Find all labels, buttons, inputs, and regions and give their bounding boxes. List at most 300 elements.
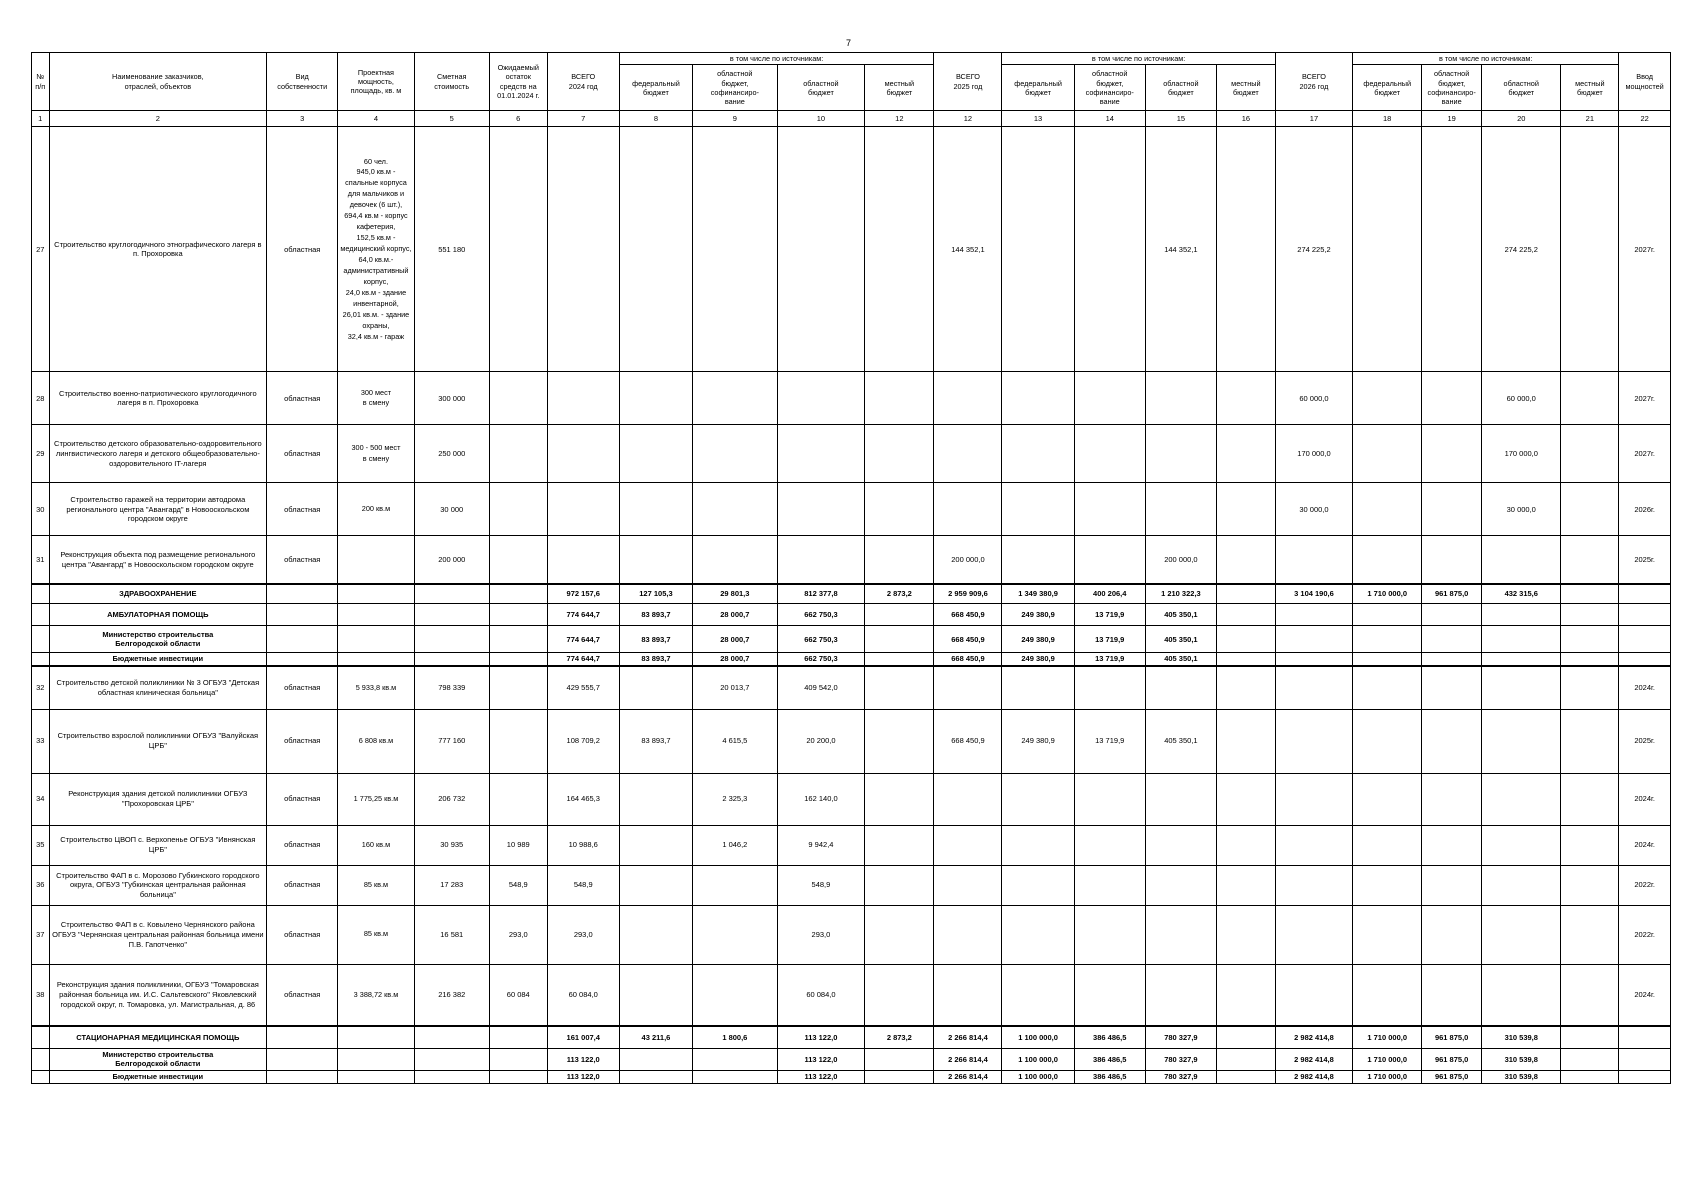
- cell-regional-2024: 113 122,0: [777, 1071, 865, 1084]
- cell-commission-year: 2025г.: [1619, 709, 1671, 773]
- cell-total-2024: 774 644,7: [547, 604, 619, 626]
- cell-commission-year: 2024г.: [1619, 825, 1671, 865]
- cell-capacity: 3 388,72 кв.м: [338, 964, 414, 1026]
- cell-federal-2026: [1353, 773, 1422, 825]
- cell-total-2025: 2 266 814,4: [934, 1071, 1002, 1084]
- cell-local-2025: [1216, 127, 1275, 372]
- cell-remainder: [489, 666, 547, 709]
- cell-regional-2025: [1145, 773, 1216, 825]
- header-regional-2024: областной бюджет: [777, 65, 865, 111]
- cell-capacity: 6 808 кв.м: [338, 709, 414, 773]
- cell-federal-2025: 249 380,9: [1002, 626, 1074, 653]
- cell-commission-year: 2022г.: [1619, 865, 1671, 905]
- cell-federal-2026: [1353, 825, 1422, 865]
- cell-remainder: 10 989: [489, 825, 547, 865]
- cell-ownership: [267, 1048, 338, 1071]
- cell-total-2026: 30 000,0: [1275, 483, 1352, 536]
- cell-regional-2025: 780 327,9: [1145, 1026, 1216, 1048]
- cell-commission-year: 2025г.: [1619, 536, 1671, 584]
- cell-ownership: [267, 1071, 338, 1084]
- cell-regional-2024: [777, 536, 865, 584]
- cell-regional-2025: 780 327,9: [1145, 1048, 1216, 1071]
- cell-federal-2024: [619, 425, 692, 483]
- cell-federal-2026: [1353, 483, 1422, 536]
- cell-commission-year: 2027г.: [1619, 425, 1671, 483]
- summary-row: [32, 653, 1671, 666]
- cell-num: [32, 626, 50, 653]
- cell-regional-2026: 60 000,0: [1482, 372, 1561, 425]
- cell-regional-2026: [1482, 653, 1561, 666]
- cell-estimate: 300 000: [414, 372, 489, 425]
- cell-estimate: [414, 584, 489, 604]
- column-number: 16: [1216, 111, 1275, 127]
- cell-capacity: 60 чел. 945,0 кв.м - спальные корпуса для мальчиков и девочек (6 шт.), 694,4 кв.м - корпус кафетерия, 152,5 кв.м - медицинский корпус, 64,0 кв.м.- административный корпус, 24,0 кв.м - здание инвентарной, 26,01 кв.м. - здание охраны, 32,4 кв.м - гараж: [338, 127, 414, 372]
- cell-local-2024: [865, 773, 934, 825]
- cell-local-2025: [1216, 905, 1275, 964]
- cell-local-2025: [1216, 584, 1275, 604]
- cell-commission-year: 2022г.: [1619, 905, 1671, 964]
- table-row: [32, 905, 1671, 964]
- cell-federal-2025: 249 380,9: [1002, 604, 1074, 626]
- cell-cofin-2025: [1074, 425, 1145, 483]
- cell-total-2024: 774 644,7: [547, 626, 619, 653]
- cell-remainder: 548,9: [489, 865, 547, 905]
- cell-regional-2025: 405 350,1: [1145, 653, 1216, 666]
- cell-num: 35: [32, 825, 50, 865]
- cell-capacity: 200 кв.м: [338, 483, 414, 536]
- column-number: 19: [1422, 111, 1482, 127]
- cell-cofin-2026: 961 875,0: [1422, 1048, 1482, 1071]
- cell-name: Строительство круглогодичного этнографического лагеря в п. Прохоровка: [49, 127, 267, 372]
- cell-local-2025: [1216, 604, 1275, 626]
- cell-regional-2024: [777, 372, 865, 425]
- cell-ownership: [267, 626, 338, 653]
- cell-federal-2025: 249 380,9: [1002, 653, 1074, 666]
- cell-cofin-2024: [693, 1048, 778, 1071]
- cell-name: Реконструкция здания поликлиники, ОГБУЗ "Томаровская районная больница им. И.С. Сальтевского" Яковлевский городской округ, п. Томаровка, ул. Магистральная, д. 86: [49, 964, 267, 1026]
- cell-name: Строительство детской поликлиники № 3 ОГБУЗ "Детская областная клиническая больница": [49, 666, 267, 709]
- cell-ownership: [267, 604, 338, 626]
- column-number: 5: [414, 111, 489, 127]
- table-row: [32, 666, 1671, 709]
- cell-estimate: 30 935: [414, 825, 489, 865]
- cell-regional-2026: [1482, 626, 1561, 653]
- cell-cofin-2026: [1422, 483, 1482, 536]
- cell-cofin-2026: [1422, 626, 1482, 653]
- cell-local-2026: [1561, 666, 1619, 709]
- cell-cofin-2024: 2 325,3: [693, 773, 778, 825]
- cell-commission-year: [1619, 1026, 1671, 1048]
- cell-regional-2025: 1 210 322,3: [1145, 584, 1216, 604]
- cell-total-2026: [1275, 709, 1352, 773]
- column-number: 9: [693, 111, 778, 127]
- cell-total-2025: 2 266 814,4: [934, 1048, 1002, 1071]
- cell-cofin-2026: 961 875,0: [1422, 1026, 1482, 1048]
- cell-total-2025: [934, 865, 1002, 905]
- cell-local-2024: [865, 127, 934, 372]
- page-number: 7: [845, 38, 851, 48]
- cell-local-2026: [1561, 372, 1619, 425]
- cell-estimate: 216 382: [414, 964, 489, 1026]
- cell-regional-2025: [1145, 425, 1216, 483]
- cell-estimate: [414, 653, 489, 666]
- cell-ownership: [267, 584, 338, 604]
- cell-estimate: [414, 604, 489, 626]
- cell-remainder: [489, 1071, 547, 1084]
- cell-federal-2024: 127 105,3: [619, 584, 692, 604]
- header-sources-2024: в том числе по источникам:: [619, 53, 934, 65]
- investment-table: [31, 52, 1671, 1084]
- cell-local-2026: [1561, 584, 1619, 604]
- cell-total-2026: [1275, 626, 1352, 653]
- cell-local-2024: [865, 905, 934, 964]
- cell-total-2025: [934, 825, 1002, 865]
- cell-federal-2026: 1 710 000,0: [1353, 584, 1422, 604]
- cell-capacity: [338, 584, 414, 604]
- cell-cofin-2026: [1422, 964, 1482, 1026]
- cell-federal-2024: [619, 964, 692, 1026]
- cell-commission-year: 2026г.: [1619, 483, 1671, 536]
- header-total-2024: ВСЕГО 2024 год: [547, 53, 619, 111]
- cell-total-2026: 2 982 414,8: [1275, 1071, 1352, 1084]
- table-row: [32, 709, 1671, 773]
- cell-federal-2024: [619, 536, 692, 584]
- column-number-row: [32, 111, 1671, 127]
- cell-cofin-2026: [1422, 127, 1482, 372]
- cell-local-2026: [1561, 127, 1619, 372]
- cell-name: Строительство гаражей на территории автодрома регионального центра "Авангард" в Новооскольском городском округе: [49, 483, 267, 536]
- cell-ownership: областная: [267, 372, 338, 425]
- cell-cofin-2025: 386 486,5: [1074, 1026, 1145, 1048]
- cell-federal-2024: [619, 905, 692, 964]
- cell-federal-2024: [619, 372, 692, 425]
- cell-name: Строительство ФАП в с. Ковылено Чернянского района ОГБУЗ "Чернянская центральная районная больница имени П.В. Гапотченко": [49, 905, 267, 964]
- cell-remainder: [489, 604, 547, 626]
- cell-name: Строительство ЦВОП с. Верхопенье ОГБУЗ "Ивнянская ЦРБ": [49, 825, 267, 865]
- cell-federal-2025: [1002, 127, 1074, 372]
- cell-regional-2025: 405 350,1: [1145, 604, 1216, 626]
- cell-regional-2024: 548,9: [777, 865, 865, 905]
- cell-name: Строительство взрослой поликлиники ОГБУЗ "Валуйская ЦРБ": [49, 709, 267, 773]
- cell-name: Бюджетные инвестиции: [49, 653, 267, 666]
- header-federal-2024: федеральный бюджет: [619, 65, 692, 111]
- header-regional-2025: областной бюджет: [1145, 65, 1216, 111]
- cell-regional-2025: [1145, 964, 1216, 1026]
- cell-cofin-2026: 961 875,0: [1422, 584, 1482, 604]
- cell-total-2025: [934, 483, 1002, 536]
- cell-cofin-2026: [1422, 865, 1482, 905]
- cell-regional-2024: 113 122,0: [777, 1048, 865, 1071]
- cell-num: 34: [32, 773, 50, 825]
- cell-local-2025: [1216, 626, 1275, 653]
- cell-regional-2026: [1482, 825, 1561, 865]
- cell-num: 29: [32, 425, 50, 483]
- cell-cofin-2025: [1074, 964, 1145, 1026]
- cell-total-2025: [934, 964, 1002, 1026]
- cell-remainder: [489, 626, 547, 653]
- cell-cofin-2026: 961 875,0: [1422, 1071, 1482, 1084]
- cell-capacity: [338, 604, 414, 626]
- cell-capacity: [338, 653, 414, 666]
- cell-cofin-2025: [1074, 666, 1145, 709]
- header-federal-2026: федеральный бюджет: [1353, 65, 1422, 111]
- header-remainder: Ожидаемый остаток средств на 01.01.2024 г.: [489, 53, 547, 111]
- cell-regional-2026: 432 315,6: [1482, 584, 1561, 604]
- cell-local-2026: [1561, 1026, 1619, 1048]
- column-number: 13: [1002, 111, 1074, 127]
- column-number: 12: [865, 111, 934, 127]
- cell-total-2024: 429 555,7: [547, 666, 619, 709]
- cell-ownership: областная: [267, 127, 338, 372]
- cell-federal-2025: 1 100 000,0: [1002, 1071, 1074, 1084]
- cell-local-2025: [1216, 709, 1275, 773]
- cell-federal-2026: 1 710 000,0: [1353, 1048, 1422, 1071]
- cell-local-2026: [1561, 425, 1619, 483]
- cell-commission-year: [1619, 584, 1671, 604]
- cell-federal-2025: [1002, 483, 1074, 536]
- header-commission: Ввод мощностей: [1619, 53, 1671, 111]
- cell-total-2025: 668 450,9: [934, 709, 1002, 773]
- cell-name: Министерство строительства Белгородской области: [49, 1048, 267, 1071]
- cell-local-2026: [1561, 964, 1619, 1026]
- cell-cofin-2024: 28 000,7: [693, 604, 778, 626]
- cell-regional-2025: [1145, 865, 1216, 905]
- cell-num: [32, 584, 50, 604]
- cell-regional-2025: [1145, 825, 1216, 865]
- cell-name: Строительство ФАП в с. Морозово Губкинского городского округа, ОГБУЗ "Губкинская центральная районная больница": [49, 865, 267, 905]
- cell-commission-year: [1619, 1071, 1671, 1084]
- cell-regional-2026: 310 539,8: [1482, 1048, 1561, 1071]
- cell-regional-2026: 170 000,0: [1482, 425, 1561, 483]
- header-local-2026: местный бюджет: [1561, 65, 1619, 111]
- cell-federal-2024: [619, 483, 692, 536]
- column-number: 18: [1353, 111, 1422, 127]
- cell-total-2025: [934, 905, 1002, 964]
- cell-total-2025: 668 450,9: [934, 604, 1002, 626]
- cell-commission-year: [1619, 1048, 1671, 1071]
- cell-commission-year: 2024г.: [1619, 666, 1671, 709]
- column-number: 15: [1145, 111, 1216, 127]
- cell-total-2026: [1275, 653, 1352, 666]
- cell-cofin-2025: 386 486,5: [1074, 1071, 1145, 1084]
- cell-num: 28: [32, 372, 50, 425]
- table-row: [32, 127, 1671, 372]
- cell-total-2024: 113 122,0: [547, 1048, 619, 1071]
- cell-federal-2024: [619, 865, 692, 905]
- cell-federal-2026: 1 710 000,0: [1353, 1071, 1422, 1084]
- cell-local-2025: [1216, 1071, 1275, 1084]
- cell-local-2024: [865, 626, 934, 653]
- cell-local-2024: [865, 709, 934, 773]
- cell-regional-2024: 20 200,0: [777, 709, 865, 773]
- cell-remainder: [489, 709, 547, 773]
- cell-remainder: [489, 536, 547, 584]
- cell-regional-2025: [1145, 372, 1216, 425]
- cell-local-2024: [865, 964, 934, 1026]
- cell-commission-year: [1619, 626, 1671, 653]
- cell-federal-2025: [1002, 666, 1074, 709]
- cell-total-2025: [934, 425, 1002, 483]
- column-number: 2: [49, 111, 267, 127]
- cell-total-2024: 113 122,0: [547, 1071, 619, 1084]
- cell-capacity: 5 933,8 кв.м: [338, 666, 414, 709]
- cell-regional-2024: 9 942,4: [777, 825, 865, 865]
- cell-federal-2025: [1002, 865, 1074, 905]
- cell-total-2024: 972 157,6: [547, 584, 619, 604]
- cell-total-2025: [934, 372, 1002, 425]
- cell-commission-year: [1619, 653, 1671, 666]
- column-number: 17: [1275, 111, 1352, 127]
- cell-regional-2024: 812 377,8: [777, 584, 865, 604]
- cell-capacity: 300 - 500 мест в смену: [338, 425, 414, 483]
- cell-capacity: [338, 1071, 414, 1084]
- cell-total-2024: 108 709,2: [547, 709, 619, 773]
- cell-regional-2026: [1482, 536, 1561, 584]
- cell-cofin-2024: [693, 1071, 778, 1084]
- cell-cofin-2024: 28 000,7: [693, 653, 778, 666]
- cell-total-2025: [934, 666, 1002, 709]
- cell-cofin-2025: 13 719,9: [1074, 604, 1145, 626]
- cell-federal-2024: 83 893,7: [619, 604, 692, 626]
- summary-row: [32, 584, 1671, 604]
- cell-local-2024: [865, 536, 934, 584]
- cell-cofin-2024: 1 800,6: [693, 1026, 778, 1048]
- cell-federal-2025: 1 349 380,9: [1002, 584, 1074, 604]
- cell-total-2026: 2 982 414,8: [1275, 1048, 1352, 1071]
- header-federal-2025: федеральный бюджет: [1002, 65, 1074, 111]
- cell-estimate: 30 000: [414, 483, 489, 536]
- cell-regional-2024: 662 750,3: [777, 626, 865, 653]
- cell-local-2024: 2 873,2: [865, 584, 934, 604]
- cell-federal-2026: [1353, 127, 1422, 372]
- cell-total-2024: [547, 425, 619, 483]
- cell-total-2024: [547, 372, 619, 425]
- cell-estimate: 200 000: [414, 536, 489, 584]
- cell-cofin-2026: [1422, 773, 1482, 825]
- cell-total-2025: 668 450,9: [934, 626, 1002, 653]
- cell-total-2025: [934, 773, 1002, 825]
- cell-federal-2024: [619, 825, 692, 865]
- cell-cofin-2025: [1074, 773, 1145, 825]
- cell-regional-2026: [1482, 964, 1561, 1026]
- cell-federal-2026: [1353, 905, 1422, 964]
- cell-local-2025: [1216, 1026, 1275, 1048]
- cell-federal-2025: 249 380,9: [1002, 709, 1074, 773]
- cell-commission-year: [1619, 604, 1671, 626]
- cell-ownership: областная: [267, 825, 338, 865]
- header-regional-2026: областной бюджет: [1482, 65, 1561, 111]
- cell-federal-2026: [1353, 425, 1422, 483]
- column-number: 1: [32, 111, 50, 127]
- table-row: [32, 773, 1671, 825]
- cell-cofin-2024: 28 000,7: [693, 626, 778, 653]
- cell-federal-2024: [619, 127, 692, 372]
- cell-regional-2025: 144 352,1: [1145, 127, 1216, 372]
- cell-regional-2025: 780 327,9: [1145, 1071, 1216, 1084]
- cell-cofin-2026: [1422, 905, 1482, 964]
- header-total-2025: ВСЕГО 2025 год: [934, 53, 1002, 111]
- cell-remainder: [489, 483, 547, 536]
- cell-regional-2024: 113 122,0: [777, 1026, 865, 1048]
- cell-local-2026: [1561, 483, 1619, 536]
- cell-name: Строительство детского образовательно-оздоровительного лингвистического лагеря и детского общеобразовательно-оздоровительного IT-лагеря: [49, 425, 267, 483]
- cell-federal-2024: 43 211,6: [619, 1026, 692, 1048]
- cell-num: [32, 604, 50, 626]
- cell-local-2025: [1216, 372, 1275, 425]
- cell-cofin-2025: [1074, 483, 1145, 536]
- cell-total-2025: 668 450,9: [934, 653, 1002, 666]
- column-number: 8: [619, 111, 692, 127]
- cell-local-2026: [1561, 626, 1619, 653]
- cell-local-2025: [1216, 865, 1275, 905]
- cell-name: Бюджетные инвестиции: [49, 1071, 267, 1084]
- column-number: 14: [1074, 111, 1145, 127]
- column-number: 22: [1619, 111, 1671, 127]
- cell-capacity: [338, 1048, 414, 1071]
- cell-total-2024: [547, 127, 619, 372]
- cell-commission-year: 2024г.: [1619, 773, 1671, 825]
- header-local-2025: местный бюджет: [1216, 65, 1275, 111]
- header-num: № п/п: [32, 53, 50, 111]
- cell-regional-2025: [1145, 666, 1216, 709]
- cell-cofin-2025: [1074, 372, 1145, 425]
- cell-num: 30: [32, 483, 50, 536]
- table-row: [32, 425, 1671, 483]
- cell-federal-2026: [1353, 626, 1422, 653]
- table-row: [32, 964, 1671, 1026]
- cell-regional-2026: [1482, 709, 1561, 773]
- cell-remainder: 60 084: [489, 964, 547, 1026]
- cell-federal-2024: [619, 666, 692, 709]
- cell-cofin-2024: 29 801,3: [693, 584, 778, 604]
- cell-num: 32: [32, 666, 50, 709]
- column-number: 6: [489, 111, 547, 127]
- cell-regional-2026: [1482, 604, 1561, 626]
- cell-federal-2024: 83 893,7: [619, 709, 692, 773]
- cell-total-2025: 2 266 814,4: [934, 1026, 1002, 1048]
- cell-regional-2026: [1482, 905, 1561, 964]
- cell-federal-2026: [1353, 865, 1422, 905]
- cell-cofin-2026: [1422, 709, 1482, 773]
- summary-row: [32, 626, 1671, 653]
- cell-cofin-2024: [693, 865, 778, 905]
- cell-estimate: [414, 1071, 489, 1084]
- header-estimate: Сметная стоимость: [414, 53, 489, 111]
- column-number: 21: [1561, 111, 1619, 127]
- cell-local-2025: [1216, 773, 1275, 825]
- cell-cofin-2025: 13 719,9: [1074, 709, 1145, 773]
- cell-ownership: областная: [267, 425, 338, 483]
- cell-total-2026: 170 000,0: [1275, 425, 1352, 483]
- cell-name: Строительство военно-патриотического круглогодичного лагеря в п. Прохоровка: [49, 372, 267, 425]
- cell-local-2024: 2 873,2: [865, 1026, 934, 1048]
- cell-regional-2024: 662 750,3: [777, 604, 865, 626]
- cell-federal-2024: [619, 1048, 692, 1071]
- cell-regional-2025: 200 000,0: [1145, 536, 1216, 584]
- cell-local-2024: [865, 483, 934, 536]
- table-row: [32, 865, 1671, 905]
- cell-name: Реконструкция объекта под размещение регионального центра "Авангард" в Новооскольском городском округе: [49, 536, 267, 584]
- cell-federal-2024: 83 893,7: [619, 626, 692, 653]
- cell-cofin-2024: 1 046,2: [693, 825, 778, 865]
- cell-local-2026: [1561, 709, 1619, 773]
- cell-local-2026: [1561, 536, 1619, 584]
- cell-total-2026: [1275, 604, 1352, 626]
- cell-cofin-2025: 13 719,9: [1074, 653, 1145, 666]
- cell-federal-2025: [1002, 825, 1074, 865]
- cell-federal-2024: [619, 1071, 692, 1084]
- cell-total-2024: 60 084,0: [547, 964, 619, 1026]
